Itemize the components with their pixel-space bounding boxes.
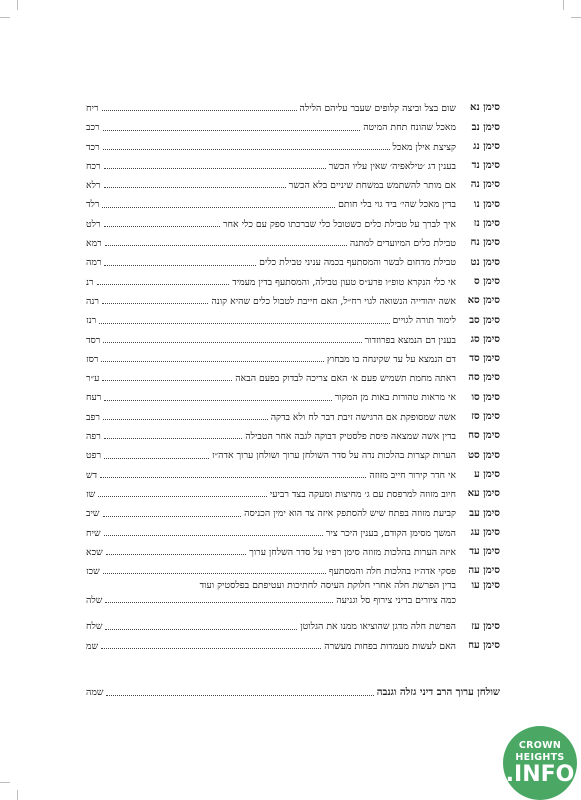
siman-title: ראתה מחמת תשמיש פעם א׳ האם צריכה לבדוק בפעם הבאה (235, 373, 456, 385)
page-number: רסז (86, 353, 99, 365)
page-number: רנ (86, 276, 94, 288)
page-number: שלח (86, 621, 103, 633)
section-entry-gezela[interactable] (86, 687, 500, 698)
leader-dots (105, 244, 347, 246)
leader-dots (104, 457, 209, 459)
siman-title: לימוד תורה לגויים (392, 315, 456, 327)
siman-title: בדין אשה שמצאה פיסת פלסטיק דבוקה לגבה אחר הטבילה (245, 431, 456, 443)
siman-title: הערות קצרות בהלכות נדה על סדר השולחן ערוך ושולחן ערוך אדה״ז (212, 450, 456, 462)
page-number: רלד (86, 199, 100, 211)
siman-number: סימן עו (471, 580, 500, 592)
leader-dots (105, 601, 333, 603)
section-title: שולחן ערוך הרב דיני גזלה וגנבה (376, 687, 500, 698)
crop-mark (0, 17, 10, 18)
siman-number: סימן עד (469, 546, 500, 558)
page-number: רפה (86, 431, 101, 443)
siman-number: סימן סז (471, 411, 500, 423)
toc-row[interactable] (86, 632, 500, 651)
leader-dots (106, 694, 373, 696)
page-number: רפט (86, 450, 102, 462)
toc-row[interactable] (86, 499, 500, 518)
siman-title: טבילת מדחום לבשר והמסתעף בכמה עניני טבילת כלים (259, 257, 456, 269)
siman-title: בענין דם הנמצא בפרוזדור (364, 334, 456, 346)
toc-row[interactable] (86, 480, 500, 499)
leader-dots (104, 399, 331, 401)
page-number: ע״ר (86, 373, 100, 385)
toc-row[interactable] (86, 461, 500, 480)
toc-row[interactable] (86, 538, 500, 557)
toc-row[interactable] (86, 268, 500, 287)
siman-number: סימן סו (471, 391, 500, 403)
leader-dots (97, 283, 230, 285)
crop-mark (563, 0, 564, 10)
page-number: רמא (86, 238, 102, 250)
page-number: רפב (86, 411, 100, 423)
siman-number: סימן ע (474, 468, 500, 480)
toc-row[interactable] (86, 612, 500, 631)
siman-title: אי מראות טהורות באות מן המקור (334, 392, 456, 404)
leader-dots (103, 341, 361, 343)
leader-dots (104, 225, 220, 227)
page-number: רלא (86, 180, 101, 192)
siman-number: סימן סד (469, 353, 500, 365)
siman-title: אשה שמסופקת אם הרגישה זיבת דבר לח ולא בדקה (270, 411, 456, 423)
leader-dots (104, 264, 256, 266)
crownheights-logo (503, 726, 577, 800)
crop-mark (0, 782, 10, 783)
page-number: שלה (86, 594, 103, 606)
leader-dots (102, 109, 297, 111)
page-number: רנז (86, 315, 97, 327)
page-number: רלט (86, 218, 101, 230)
page-number: רנה (86, 295, 99, 307)
siman-title: בדין מאכל שהי׳ ביד גוי בלי חותם (338, 199, 456, 211)
siman-number: סימן עז (471, 620, 500, 632)
toc-row[interactable] (86, 441, 500, 460)
siman-number: סימן סג (470, 333, 500, 345)
toc-row[interactable] (86, 133, 500, 152)
siman-number: סימן ס (474, 275, 500, 287)
siman-number: סימן סה (468, 372, 500, 384)
logo-line-1: CROWN (518, 740, 562, 751)
leader-dots (103, 418, 268, 420)
siman-title: בדין הפרשת חלה אחרי חלוקת העיסה לחתיכות ועטיפתם בפלסטיק ועוד (199, 580, 456, 592)
siman-title: דם הנמצא על עד שקינחה בו מבחוץ (326, 353, 456, 365)
siman-title: הפרשת חלה מדגן שהוציאו ממנו את הגלוטן (300, 621, 456, 633)
toc-row[interactable] (86, 152, 500, 171)
leader-dots (98, 495, 267, 497)
siman-title: חיוב מזוזה למרפסת עם ג׳ מחיצות ומעקה בצד רביעי (269, 488, 456, 500)
leader-dots (104, 534, 323, 536)
siman-title: המשך מסימן הקודם, בענין היכר ציר (325, 527, 456, 539)
siman-number: סימן עג (470, 526, 500, 538)
table-of-contents (86, 94, 500, 651)
toc-row[interactable] (86, 94, 500, 113)
leader-dots (99, 322, 389, 324)
toc-row[interactable] (86, 422, 500, 441)
toc-row[interactable] (86, 229, 500, 248)
siman-number: סימן נד (471, 160, 500, 172)
crop-mark (571, 17, 581, 18)
siman-number: סימן סא (467, 295, 500, 307)
siman-title: אשה יהודייה הנשואה לגוי רח״ל, האם חייבת לטבול כלים שהיא קונה (211, 295, 456, 307)
leader-dots (100, 476, 366, 478)
siman-title: אי חדר קירור חייב מזוזה (369, 469, 456, 481)
toc-row[interactable] (86, 113, 500, 132)
siman-number: סימן נב (471, 121, 500, 133)
siman-number: סימן נט (470, 256, 500, 268)
toc-row[interactable] (86, 364, 500, 383)
page-number: רסד (86, 334, 101, 346)
siman-number: סימן נא (470, 102, 500, 114)
siman-number: סימן עב (469, 507, 500, 519)
siman-title: מאכל שהונח תחת המיטה (363, 122, 456, 134)
siman-number: סימן עא (467, 488, 500, 500)
siman-number: סימן סב (469, 314, 500, 326)
siman-title: קציצת אילן מאכל (392, 141, 456, 153)
siman-title: בענין דג ׳טילאפיה׳ שאין עליו הכשר (328, 160, 456, 172)
page-number: שז (86, 488, 96, 500)
leader-dots (102, 302, 208, 304)
toc-row[interactable] (86, 171, 500, 190)
toc-row[interactable] (86, 519, 500, 538)
siman-title: האם לעשות מעמדות בפחות מעשרה (324, 640, 456, 652)
page-number: רכח (86, 160, 101, 172)
siman-title: איזה הערות בהלכות מזוזה סימן רפ״ו על סדר השלחן ערוך (249, 546, 456, 558)
toc-row[interactable] (86, 210, 500, 229)
leader-dots (104, 437, 242, 439)
crop-mark (17, 790, 18, 800)
toc-row[interactable] (86, 576, 500, 612)
siman-title-continued: כמה ציורים בדיני צירוף סל וגניעה (336, 594, 456, 606)
siman-title: אי כלי הנקרא טופ״ו פרע״ס טעון טבילה, והמסתעף בדין מעמיד (232, 276, 456, 288)
page-number: שיב (86, 508, 100, 520)
siman-number: סימן עח (468, 640, 500, 652)
leader-dots (103, 129, 361, 131)
siman-title: פסקי אדה״ז בהלכות חלה והמסתעף (328, 566, 456, 578)
leader-dots (104, 186, 286, 188)
page-number: רמה (86, 257, 102, 269)
leader-dots (103, 148, 390, 150)
page-number: רעח (86, 392, 102, 404)
page-number: שכז (86, 566, 100, 578)
toc-row[interactable] (86, 248, 500, 267)
leader-dots (105, 628, 297, 630)
toc-row[interactable] (86, 190, 500, 209)
siman-number: סימן נח (470, 237, 500, 249)
siman-title: איך לברך על טבילת כלים כשטובל כלי שברכתו ספק עם כלי אחר (222, 218, 456, 230)
toc-row[interactable] (86, 383, 500, 402)
toc-row[interactable] (86, 557, 500, 576)
siman-number: סימן סח (468, 430, 500, 442)
leader-dots (106, 553, 246, 555)
siman-title: אם מותר להשתמש במשחת שיניים בלא הכשר (288, 180, 456, 192)
page-number: ריח (86, 103, 99, 114)
logo-line-3: .INFO (505, 762, 575, 787)
leader-dots (101, 647, 321, 649)
toc-row[interactable] (86, 287, 500, 306)
toc-row[interactable] (86, 403, 500, 422)
siman-number: סימן סט (468, 449, 500, 461)
toc-row[interactable] (86, 306, 500, 325)
siman-number: סימן נג (473, 140, 500, 152)
siman-title: שום בצל וביצה קלופים שעבר עליהם הלילה (299, 103, 456, 114)
page-number: שכא (86, 546, 103, 558)
leader-dots (102, 379, 232, 381)
toc-row[interactable] (86, 345, 500, 364)
siman-number: סימן נו (473, 198, 500, 210)
toc-row[interactable] (86, 326, 500, 345)
crop-mark (17, 0, 18, 10)
page-number: דש (86, 469, 98, 481)
leader-dots (101, 360, 323, 362)
leader-dots (103, 572, 326, 574)
page-number: רכב (86, 122, 100, 134)
siman-title: קביעת מזוזה בפתח שיש להסתפק איזה צד הוא ימין הכניסה (244, 508, 456, 520)
siman-number: סימן נה (470, 179, 500, 191)
page-number: שמה (86, 687, 104, 698)
page-number: שמ (86, 640, 99, 652)
leader-dots (104, 167, 326, 169)
page-number: רכד (86, 141, 100, 153)
leader-dots (103, 515, 242, 517)
leader-dots (102, 206, 335, 208)
siman-title: טבילת כלים המיועדים למתנה (349, 238, 456, 250)
siman-number: סימן נז (473, 218, 500, 230)
page-number: שיח (86, 527, 101, 539)
logo-line-2: HEIGHTS (515, 752, 565, 763)
siman-number: סימן עה (468, 565, 500, 577)
